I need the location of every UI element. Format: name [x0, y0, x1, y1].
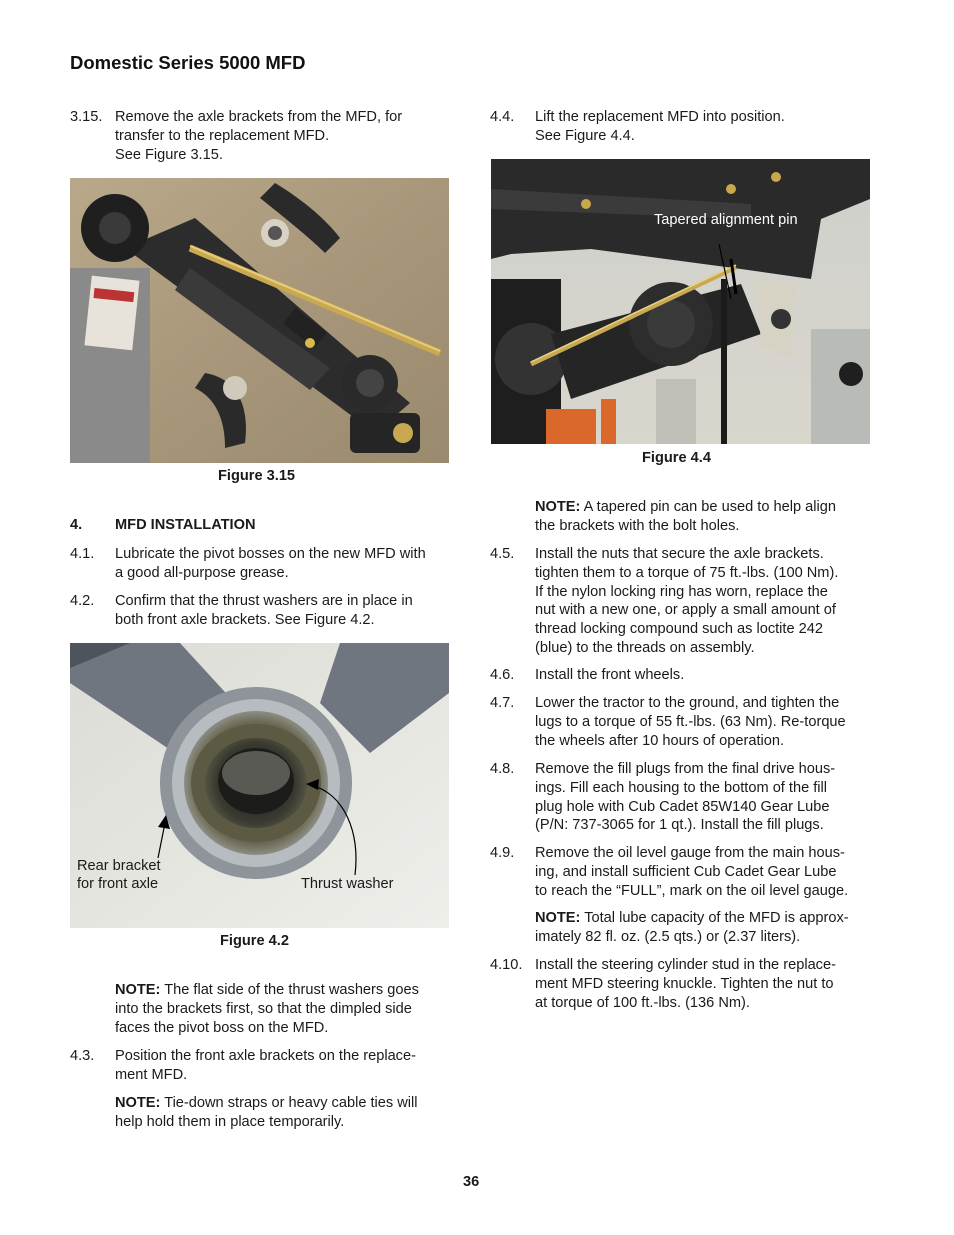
step-number: 4.4.: [490, 109, 515, 125]
step-line: ment MFD steering knuckle. Tighten the nut to: [535, 975, 834, 992]
step-line: Lower the tractor to the ground, and tighten the: [535, 695, 840, 711]
figure-4-2-label-rear: [77, 857, 161, 893]
step-line: Remove the oil level gauge from the main hous-: [535, 845, 845, 861]
step-number: 4.7.: [490, 695, 515, 711]
step-line: a good all-purpose grease.: [115, 564, 289, 581]
section-title: MFD INSTALLATION: [115, 517, 256, 533]
note-line: imately 82 fl. oz. (2.5 qts.) or (2.37 liters).: [535, 928, 801, 945]
step-line: If the nylon locking ring has worn, replace the: [535, 583, 828, 600]
step-line: (blue) to the threads on assembly.: [535, 639, 755, 656]
note-line: [535, 909, 875, 928]
step-line: ings. Fill each housing to the bottom of the fill: [535, 779, 828, 796]
step-line: tighten them to a torque of 75 ft.-lbs. (100 Nm).: [535, 564, 839, 581]
note-text: Total lube capacity of the MFD is approx-: [580, 910, 849, 926]
step-number: 4.8.: [490, 761, 515, 777]
figure-3-15-photo: [70, 178, 449, 463]
note-label: NOTE:: [535, 499, 581, 515]
step-line: at torque of 100 ft.-lbs. (136 Nm).: [535, 994, 750, 1011]
step-number: 3.15.: [70, 109, 103, 125]
section-number: 4.: [70, 517, 83, 533]
note-line: help hold them in place temporarily.: [115, 1113, 345, 1130]
step-line: thread locking compound such as loctite 242: [535, 621, 823, 638]
step-line: lugs to a torque of 55 ft.-lbs. (63 Nm). Re-torque: [535, 713, 846, 730]
step-line: Install the front wheels.: [535, 667, 685, 683]
step-line: Remove the fill plugs from the final drive hous-: [535, 761, 836, 777]
step-line: plug hole with Cub Cadet 85W140 Gear Lube: [535, 798, 830, 815]
figure-4-4-caption: Figure 4.4: [642, 450, 711, 466]
step-line: Confirm that the thrust washers are in place in: [115, 593, 413, 609]
step-line: Install the steering cylinder stud in the replace-: [535, 957, 836, 973]
note-line: the brackets with the bolt holes.: [535, 517, 740, 534]
figure-3-15-caption: Figure 3.15: [218, 468, 296, 484]
page-number: 36: [463, 1174, 480, 1190]
step-line: Position the front axle brackets on the replace-: [115, 1048, 416, 1064]
page-title: Domestic Series 5000 MFD: [70, 52, 306, 73]
step-line: ment MFD.: [115, 1066, 188, 1083]
step-line: See Figure 4.4.: [535, 127, 635, 144]
note-label: NOTE:: [115, 1095, 161, 1111]
step-line: See Figure 3.15.: [115, 146, 223, 163]
step-line: ing, and install sufficient Cub Cadet Gear Lube: [535, 863, 837, 880]
note-line: [115, 981, 450, 1000]
note-label: NOTE:: [115, 982, 161, 998]
step-number: 4.9.: [490, 845, 515, 861]
step-line: Remove the axle brackets from the MFD, for: [115, 109, 403, 125]
step-line: Lift the replacement MFD into position.: [535, 109, 785, 125]
step-line: both front axle brackets. See Figure 4.2.: [115, 611, 375, 628]
note-line: faces the pivot boss on the MFD.: [115, 1019, 329, 1036]
step-number: 4.2.: [70, 593, 95, 609]
note-line: into the brackets first, so that the dimpled side: [115, 1000, 412, 1017]
step-line: the wheels after 10 hours of operation.: [535, 732, 785, 749]
step-line: (P/N: 737-3065 for 1 qt.). Install the fill plugs.: [535, 817, 824, 834]
step-line: Install the nuts that secure the axle brackets.: [535, 546, 824, 562]
note-label: NOTE:: [535, 910, 581, 926]
note-line: [535, 498, 875, 517]
step-line: to reach the “FULL”, mark on the oil level gauge.: [535, 882, 849, 899]
note-text: Tie-down straps or heavy cable ties will: [160, 1095, 418, 1111]
note-line: [115, 1094, 450, 1113]
note-text: The flat side of the thrust washers goes: [160, 982, 419, 998]
step-line: nut with a new one, or apply a small amount of: [535, 602, 836, 619]
label-line: for front axle: [77, 876, 159, 892]
label-line: Rear bracket: [77, 858, 161, 874]
step-number: 4.10.: [490, 957, 523, 973]
figure-4-4-photo: [491, 159, 870, 444]
step-number: 4.3.: [70, 1048, 95, 1064]
figure-4-2-caption: Figure 4.2: [220, 933, 289, 949]
step-number: 4.1.: [70, 546, 95, 562]
figure-4-4-label-pin: Tapered alignment pin: [654, 212, 798, 228]
note-text: A tapered pin can be used to help align: [580, 499, 836, 515]
step-number: 4.6.: [490, 667, 515, 683]
step-line: transfer to the replacement MFD.: [115, 127, 330, 144]
step-number: 4.5.: [490, 546, 515, 562]
step-line: Lubricate the pivot bosses on the new MFD with: [115, 546, 426, 562]
figure-4-2-label-thrust: Thrust washer: [301, 876, 394, 892]
